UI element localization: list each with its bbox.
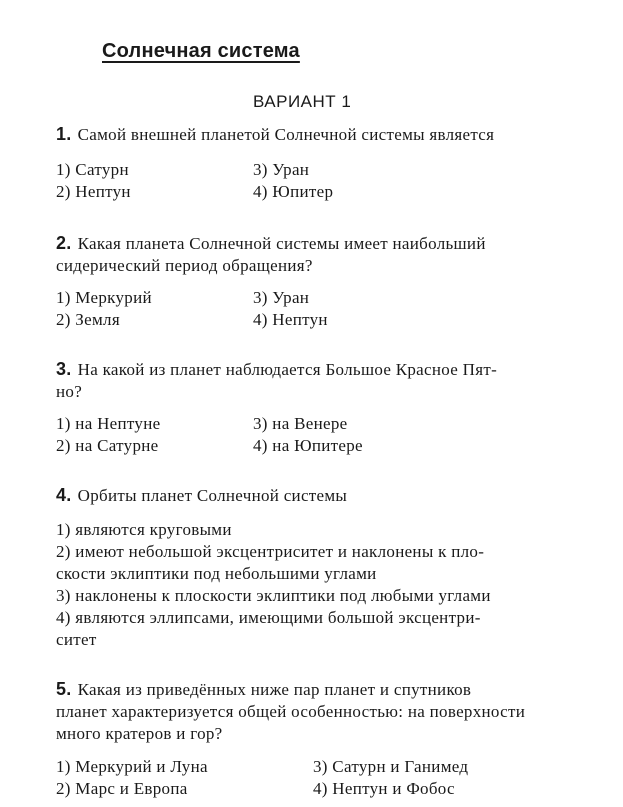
answer-option: 1) Сатурн [56,160,129,179]
question-number: 5. [56,679,72,699]
question-text-continued: много кратеров и гор? [56,724,223,743]
question-number: 1. [56,124,72,144]
question-text: Орбиты планет Солнечной системы [77,486,348,505]
question-number: 4. [56,485,72,505]
answer-option: 2) Марс и Европа [56,779,188,798]
answer-option: 3) Сатурн и Ганимед [313,757,469,776]
answer-option: 3) на Венере [253,414,348,433]
answer-option: 4) являются эллипсами, имеющими большой эксцентри- [56,608,481,627]
answer-option: 4) Нептун [253,310,328,329]
answer-option: 2) Нептун [56,182,131,201]
answer-option: 2) на Сатурне [56,436,159,455]
question-text: Какая из приведённых ниже пар планет и спутников [77,680,472,699]
variant-heading: ВАРИАНТ 1 [253,92,352,111]
question-3 [56,358,583,381]
answer-option: 1) на Нептуне [56,414,161,433]
question-4 [56,484,583,507]
question-number: 3. [56,359,72,379]
question-text: Какая планета Солнечной системы имеет наибольший [77,234,486,253]
answer-option: 3) Уран [253,288,310,307]
answer-option: 4) Юпитер [253,182,334,201]
answer-option-continued: скости эклиптики под небольшими углами [56,564,377,583]
answer-option: 4) Нептун и Фобос [313,779,455,798]
answer-option: 3) наклонены к плоскости эклиптики под любыми углами [56,586,491,605]
page-title: Солнечная система [102,40,300,62]
answer-option: 2) имеют небольшой эксцентриситет и наклонены к пло- [56,542,485,561]
question-number: 2. [56,233,72,253]
answer-option: 1) Меркурий и Луна [56,757,208,776]
question-text: Самой внешней планетой Солнечной системы является [77,125,495,144]
answer-option: 4) на Юпитере [253,436,363,455]
question-text-continued: планет характеризуется общей особенностью: на поверхности [56,702,526,721]
question-1 [56,123,583,146]
question-5 [56,678,583,701]
question-2 [56,232,583,255]
answer-option: 1) Меркурий [56,288,152,307]
question-text-continued: сидерический период обращения? [56,256,313,275]
question-text: На какой из планет наблюдается Большое Красное Пят- [77,360,498,379]
answer-option: 1) являются круговыми [56,520,232,539]
answer-option-continued: ситет [56,630,97,649]
answer-option: 2) Земля [56,310,120,329]
question-text-continued: но? [56,382,83,401]
answer-option: 3) Уран [253,160,310,179]
